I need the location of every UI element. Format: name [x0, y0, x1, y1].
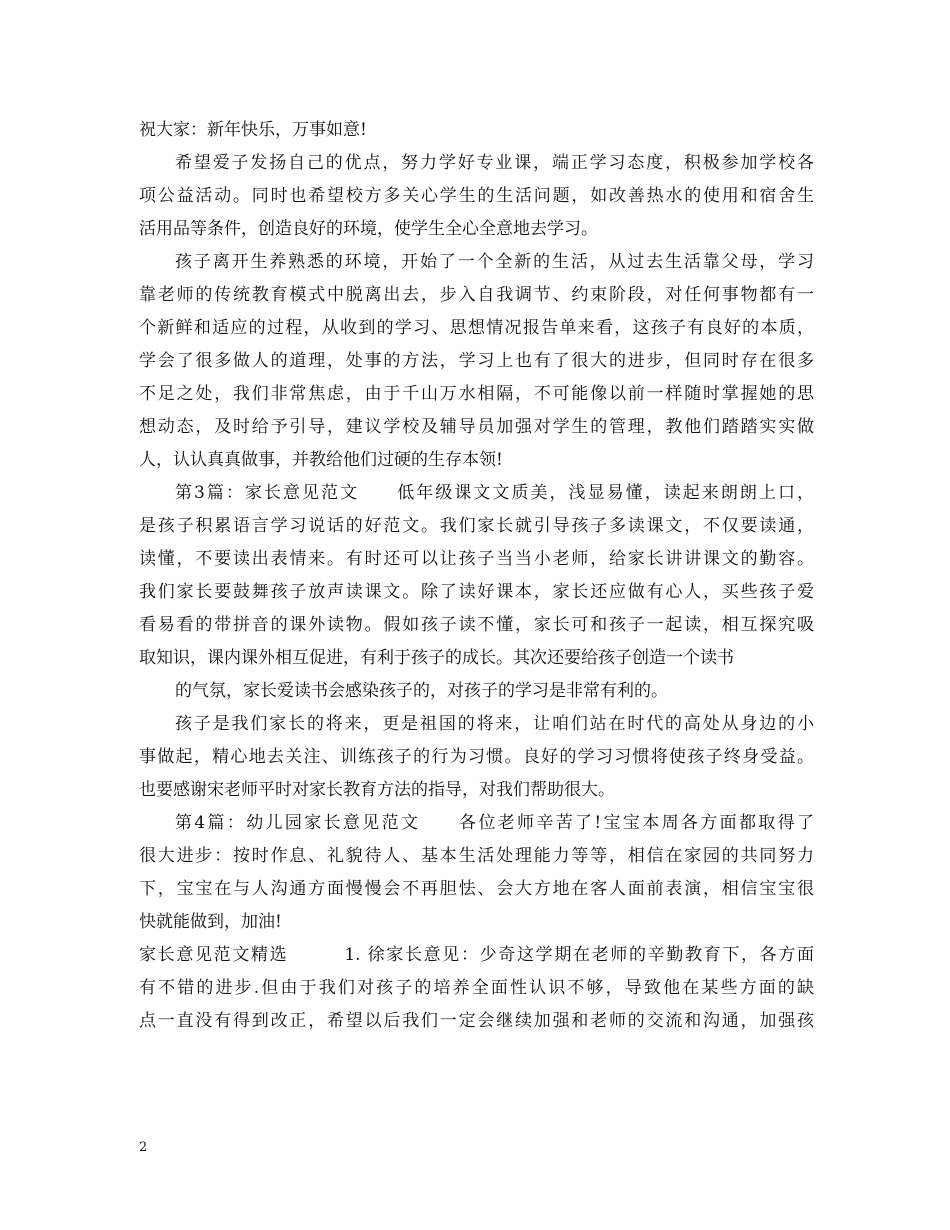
text-line: 项公益活动。同时也希望校方多关心学生的生活问题，如改善热水的使用和宿舍生: [139, 186, 814, 206]
text-line: 的气氛，家长爱读书会感染孩子的，对孩子的学习是非常有利的。: [175, 681, 668, 701]
text-line: 事做起，精心地去关注、训练孩子的行为习惯。良好的学习习惯将使孩子终身受益。: [139, 747, 814, 767]
text-lines: [139, 114, 814, 1038]
text-line: 取知识，课内课外相互促进，有利于孩子的成长。其次还要给孩子创造一个读书: [139, 648, 734, 668]
text-line: 活用品等条件，创造良好的环境，使学生全心全意地去学习。: [139, 219, 598, 239]
text-line: 孩子是我们家长的将来，更是祖国的将来，让咱们站在时代的高处从身边的小: [175, 714, 814, 734]
text-line: 读懂，不要读出表情来。有时还可以让孩子当当小老师，给家长讲讲课文的勤容。: [139, 549, 814, 569]
text-line: 靠老师的传统教育模式中脱离出去，步入自我调节、约束阶段，对任何事物都有一: [139, 285, 814, 305]
text-line: 第3篇：家长意见范文 低年级课文文质美，浅显易懂，读起来朗朗上口，: [175, 483, 814, 503]
text-line: 孩子离开生养熟悉的环境，开始了一个全新的生活，从过去生活靠父母，学习: [175, 252, 814, 272]
text-line: 希望爱子发扬自己的优点，努力学好专业课，端正学习态度，积极参加学校各: [175, 153, 814, 173]
text-line: 是孩子积累语言学习说话的好范文。我们家长就引导孩子多读课文，不仅要读通，: [139, 516, 814, 536]
text-line: 很大进步：按时作息、礼貌待人、基本生活处理能力等等，相信在家园的共同努力: [139, 846, 814, 866]
text-line: 也要感谢宋老师平时对家长教育方法的指导，对我们帮助很大。: [139, 780, 615, 800]
document-body: [139, 114, 814, 1038]
text-line: 我们家长要鼓舞孩子放声读课文。除了读好课本，家长还应做有心人，买些孩子爱: [139, 582, 814, 602]
text-line: 人，认认真真做事，并教给他们过硬的生存本领!: [139, 450, 503, 470]
text-line: 第4篇：幼儿园家长意见范文 各位老师辛苦了!宝宝本周各方面都取得了: [175, 813, 814, 833]
text-line: 点一直没有得到改正，希望以后我们一定会继续加强和老师的交流和沟通，加强孩: [139, 1011, 814, 1031]
text-line: 祝大家：新年快乐，万事如意!: [139, 120, 367, 140]
text-line: 不足之处，我们非常焦虑，由于千山万水相隔，不可能像以前一样随时掌握她的思: [139, 384, 814, 404]
text-line: 下，宝宝在与人沟通方面慢慢会不再胆怯、会大方地在客人面前表演，相信宝宝很: [139, 879, 814, 899]
text-line: 学会了很多做人的道理，处事的方法，学习上也有了很大的进步，但同时存在很多: [139, 351, 814, 371]
text-line: 想动态，及时给予引导，建议学校及辅导员加强对学生的管理，教他们踏踏实实做: [139, 417, 814, 437]
page-number: 2: [139, 1140, 148, 1155]
text-line: 个新鲜和适应的过程，从收到的学习、思想情况报告单来看，这孩子有良好的本质，: [139, 318, 814, 338]
text-line: 看易看的带拼音的课外读物。假如孩子读不懂，家长可和孩子一起读，相互探究吸: [139, 615, 814, 635]
text-line: 快就能做到，加油!: [139, 912, 282, 932]
text-line: 有不错的进步.但由于我们对孩子的培养全面性认识不够，导致他在某些方面的缺: [139, 978, 814, 998]
text-line: 家长意见范文精选 1. 徐家长意见：少奇这学期在老师的辛勤教育下，各方面: [139, 945, 814, 965]
